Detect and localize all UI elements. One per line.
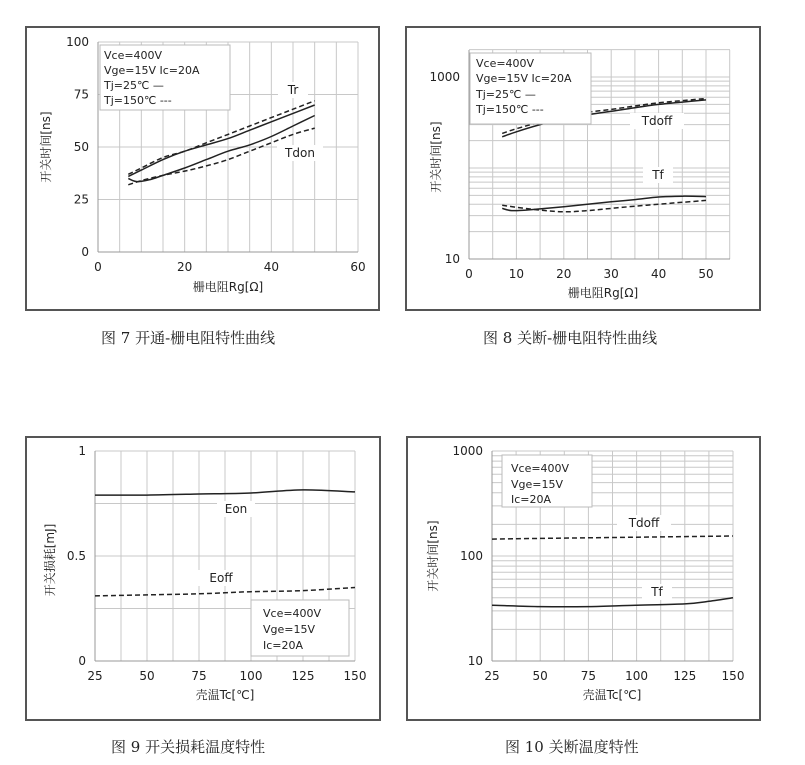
chart-1 — [38, 35, 366, 294]
x-tick-label: 100 — [625, 669, 649, 683]
y-tick-label: 25 — [73, 192, 89, 207]
y-tick-label: 0 — [81, 245, 89, 259]
x-tick-label: 20 — [556, 267, 572, 281]
figure-7-caption: 图 7 开通-栅电阻特性曲线 — [101, 329, 276, 347]
x-axis-label: 栅电阻Rg[Ω] — [192, 280, 264, 294]
legend-text: Vce=400V — [104, 49, 163, 62]
y-tick-label: 10 — [444, 252, 460, 266]
y-tick-label: 0 — [78, 654, 86, 668]
x-tick-label: 25 — [484, 669, 500, 683]
y-tick-label: 1000 — [452, 444, 483, 458]
curve-label: Tf — [652, 168, 664, 182]
y-tick-label: 1 — [78, 444, 86, 458]
y-tick-label: 75 — [73, 87, 89, 102]
x-tick-label: 20 — [177, 260, 193, 274]
y-axis-label: 开关时间[ns] — [426, 520, 440, 592]
curve-label: Eoff — [209, 571, 233, 585]
x-tick-label: 50 — [139, 669, 155, 683]
y-axis-label: 开关时间[ns] — [39, 111, 53, 183]
y-tick-label: 100 — [66, 35, 89, 49]
y-tick-label: 10 — [467, 654, 483, 668]
x-tick-label: 10 — [508, 267, 525, 281]
curve-label: Eon — [224, 502, 248, 516]
legend-text: Vge=15V Ic=20A — [476, 72, 572, 85]
curve-label: Tdoff — [628, 516, 660, 530]
x-tick-label: 40 — [650, 267, 667, 281]
x-tick-label: 50 — [698, 267, 714, 281]
y-tick-label: 0.5 — [66, 549, 86, 563]
legend-text: Vge=15V Ic=20A — [104, 64, 200, 77]
legend-text: Ic=20A — [263, 639, 304, 652]
legend-text: Vce=400V — [476, 57, 535, 70]
legend-text: Tj=25℃ — — [476, 88, 536, 101]
x-tick-label: 125 — [673, 669, 697, 683]
x-tick-label: 50 — [532, 669, 548, 683]
x-tick-label: 60 — [350, 260, 366, 274]
y-axis-label: 开关时间[ns] — [429, 121, 443, 193]
curve-label: Tdoff — [641, 114, 673, 128]
curve-label: Tr — [287, 83, 299, 97]
legend-text: Vce=400V — [511, 462, 570, 475]
curve-label: Tdon — [285, 146, 315, 160]
legend-text: Ic=20A — [511, 493, 552, 506]
legend-text: Tj=25℃ — — [104, 79, 164, 92]
x-tick-label: 0 — [465, 267, 473, 281]
x-tick-label: 125 — [291, 669, 315, 683]
x-tick-label: 100 — [239, 669, 263, 683]
x-tick-label: 150 — [343, 669, 367, 683]
x-tick-label: 0 — [94, 260, 102, 274]
x-axis-label: 壳温Tc[℃] — [582, 688, 642, 702]
figure-10-caption: 图 10 关断温度特性 — [505, 738, 639, 756]
legend-text: Vge=15V — [511, 478, 564, 491]
chart-2 — [428, 50, 730, 300]
chart-4 — [425, 444, 744, 702]
x-axis-label: 壳温Tc[℃] — [195, 688, 255, 702]
legend-text: Vge=15V — [263, 623, 316, 636]
x-tick-label: 25 — [87, 669, 103, 683]
x-tick-label: 30 — [603, 267, 619, 281]
legend-text: Tj=150℃ --- — [104, 94, 172, 107]
y-tick-label: 50 — [73, 140, 89, 154]
y-tick-label: 100 — [460, 549, 483, 563]
chart-3 — [42, 444, 366, 702]
series-line — [128, 105, 314, 176]
figure-9-caption: 图 9 开关损耗温度特性 — [111, 738, 266, 756]
figure-8-caption: 图 8 关断-栅电阻特性曲线 — [483, 329, 658, 347]
curve-label: Tf — [651, 585, 663, 599]
series-line — [502, 196, 706, 210]
x-tick-label: 75 — [580, 669, 597, 683]
x-axis-label: 栅电阻Rg[Ω] — [567, 286, 639, 300]
x-tick-label: 40 — [263, 260, 279, 274]
x-tick-label: 150 — [721, 669, 745, 683]
y-axis-label: 开关损耗[mJ] — [43, 523, 57, 597]
legend-text: Vce=400V — [263, 607, 322, 620]
x-tick-label: 75 — [191, 669, 207, 683]
y-tick-label: 1000 — [429, 70, 460, 84]
legend-text: Tj=150℃ --- — [476, 103, 544, 116]
